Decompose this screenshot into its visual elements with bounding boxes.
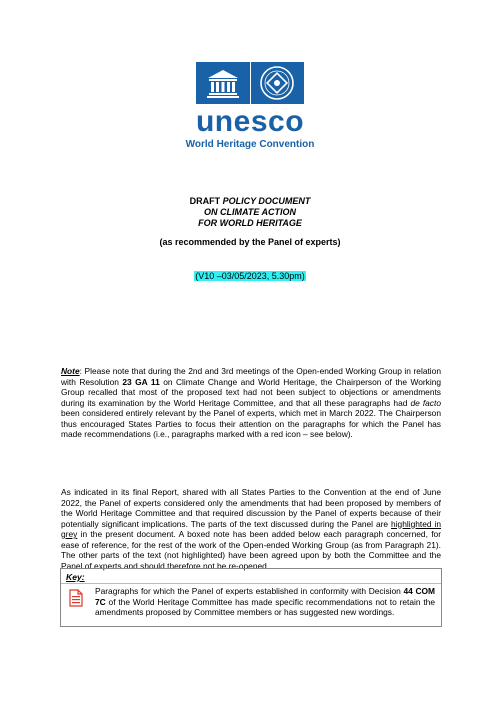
- document-subtitle: (as recommended by the Panel of experts): [159, 237, 341, 247]
- note-text-1: : Please note that during the 2nd and 3rd meetings of the Open-ended Working Group in relation with Resolution: [61, 366, 441, 387]
- unesco-wordmark: unesco: [195, 105, 305, 138]
- key-text-2: of the World Heritage Committee has made specific recommendations not to retain the amendments proposed by Committee members or has suggested new wordings.: [95, 596, 435, 617]
- title-line-3: FOR WORLD HERITAGE: [198, 218, 302, 228]
- report-text-2: in the present document. A boxed note has been added below each paragraph concerned, for ease of reference, for the rest of the work of the Open-ended Working Group (as from Paragraph 21). The other parts of the text (not highlighted) have been agreed upon by both the Committee and the Panel of experts and should therefore not be re-opened.: [61, 529, 441, 571]
- resolution-ref: 23 GA 11: [122, 376, 160, 387]
- key-label: Key:: [66, 572, 85, 582]
- document-icon: [69, 589, 83, 607]
- title-line-1: [0, 196, 500, 207]
- highlighted-in-grey-text: highlighted in grey: [61, 518, 442, 539]
- decision-ref: 44 COM 7C: [95, 586, 435, 607]
- world-heritage-emblem-icon: [250, 62, 305, 104]
- title-line-2: ON CLIMATE ACTION: [204, 207, 296, 217]
- note-text-3: been considered entirely relevant by the Panel of experts, which met in March 2022. The Chairperson thus encouraged States Parties to focus their attention on the paragraphs for which the Panel has made recommendations (i.e., paragraphs marked with a red icon – see below).: [61, 408, 441, 439]
- title-line-1-plain: DRAFT: [189, 196, 223, 206]
- note-paragraph: [61, 366, 441, 440]
- key-divider: [61, 583, 441, 584]
- version-label: [0, 271, 500, 281]
- temple-icon: [196, 62, 250, 104]
- report-text-1: As indicated in its final Report, shared with all States Parties to the Convention at the end of June 2022, the Panel of experts considered only the amendments that had been proposed by members of the World Heritage Committee and that required discussion by the Panel of experts because of their potentially significant implications. The parts of the text discussed during the Panel are: [61, 487, 441, 529]
- version-highlight: (V10 –03/05/2023, 5.30pm): [195, 271, 305, 281]
- note-italic: de facto: [410, 397, 441, 408]
- report-paragraph: [61, 487, 441, 571]
- document-title: [0, 196, 500, 229]
- world-heritage-convention-label: World Heritage Convention: [185, 139, 315, 150]
- key-text: [95, 586, 435, 618]
- note-text-2: on Climate Change and World Heritage, the Chairperson of the Working Group recalled that most of the proposed text had not been subject to objections or amendments during its examination by the World Heritage Committee, and that all these paragraphs had: [61, 376, 442, 408]
- key-box: [60, 568, 442, 627]
- title-line-1-italic: POLICY DOCUMENT: [222, 196, 311, 206]
- note-label: Note: [61, 366, 80, 376]
- unesco-logo: [196, 62, 304, 104]
- key-text-1: Paragraphs for which the Panel of experts established in conformity with Decision: [95, 586, 404, 596]
